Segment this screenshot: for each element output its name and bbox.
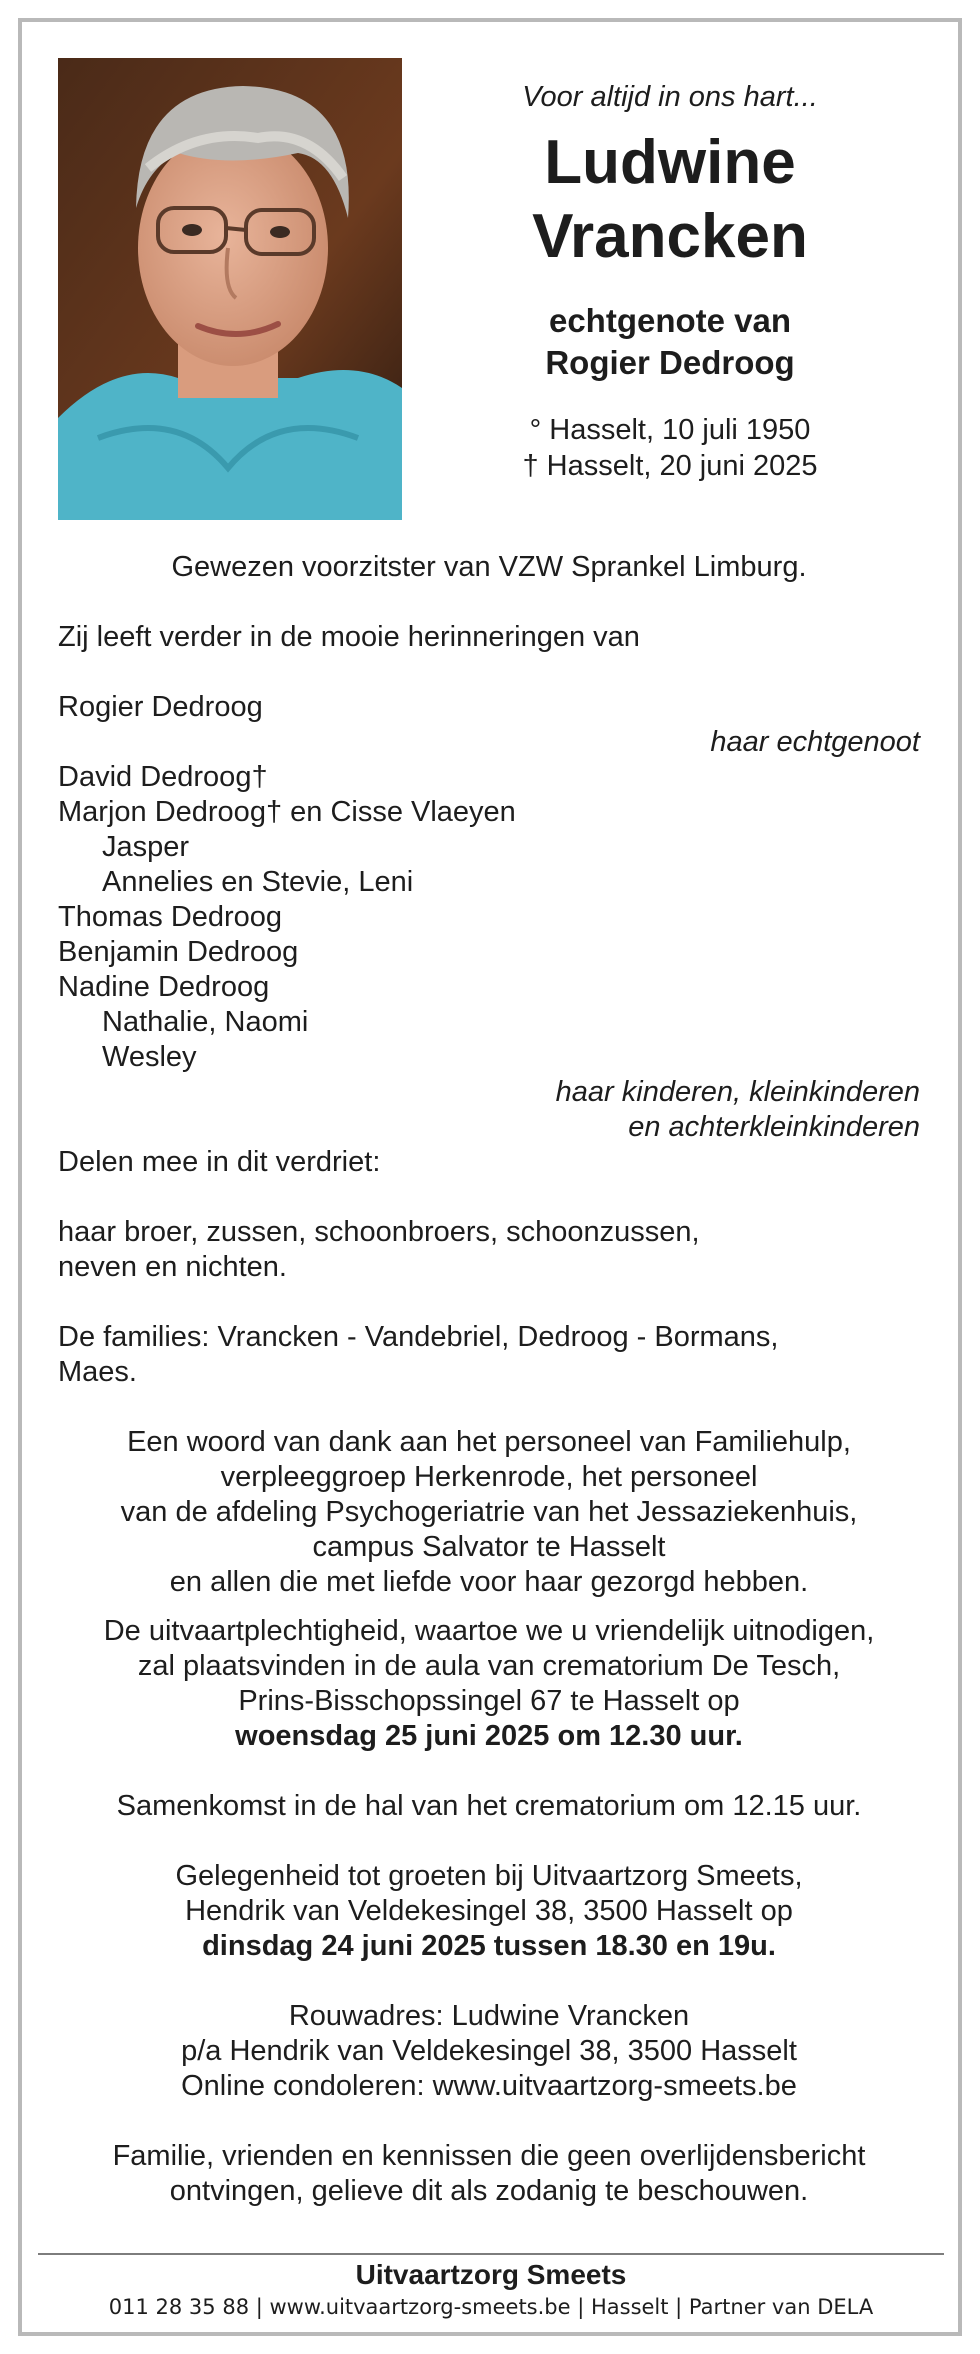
visit-line: Gelegenheid tot groeten bij Uitvaartzorg Smeets,: [175, 1860, 803, 1892]
thanks-line: verpleeggroep Herkenrode, het personeel: [220, 1461, 758, 1493]
obituary-body: [58, 550, 920, 2209]
share-intro: Delen mee in dit verdriet:: [58, 1146, 381, 1178]
families-line: Maes.: [58, 1356, 137, 1388]
last-name: Vrancken: [532, 202, 808, 271]
funeral-line: Prins-Bisschopssingel 67 te Hasselt op: [238, 1685, 740, 1717]
notice-line: ontvingen, gelieve dit als zodanig te beschouwen.: [169, 2175, 809, 2207]
families-line: De families: Vrancken - Vandebriel, Dedroog - Bormans,: [58, 1321, 779, 1353]
thanks-section: [58, 1425, 920, 1600]
family-member: Nadine Dedroog: [58, 971, 270, 1003]
siblings-line: neven en nichten.: [58, 1251, 287, 1283]
former-role: Gewezen voorzitster van VZW Sprankel Limburg.: [171, 551, 807, 583]
portrait-illustration: [58, 58, 402, 520]
family-member: Thomas Dedroog: [58, 901, 283, 933]
visit-section: [58, 1859, 920, 1964]
notice-line: Familie, vrienden en kennissen die geen overlijdensbericht: [112, 2140, 866, 2172]
children-role-line1: haar kinderen, kleinkinderen: [555, 1076, 920, 1108]
family-member: Benjamin Dedroog: [58, 936, 299, 968]
children-role-line2: en achterkleinkinderen: [628, 1111, 920, 1143]
deceased-name: [420, 126, 920, 274]
obituary-header: [420, 80, 920, 484]
thanks-line: van de afdeling Psychogeriatrie van het Jessaziekenhuis,: [120, 1496, 858, 1528]
spouse-info: [420, 300, 920, 384]
thanks-line: campus Salvator te Hasselt: [312, 1531, 666, 1563]
footer-divider: [38, 2253, 944, 2255]
funeral-home-contact: 011 28 35 88 | www.uitvaartzorg-smeets.be | Hasselt | Partner van DELA: [108, 2295, 874, 2319]
first-name: Ludwine: [544, 128, 796, 197]
funeral-home-name: Uitvaartzorg Smeets: [355, 2259, 627, 2290]
notice-section: [58, 2139, 920, 2209]
visit-date: [58, 1929, 920, 1964]
address-line: Rouwadres: Ludwine Vrancken: [288, 2000, 690, 2032]
portrait-photo: [58, 58, 402, 520]
family-member: Nathalie, Naomi: [102, 1006, 309, 1038]
husband-role: haar echtgenoot: [710, 726, 920, 758]
husband-name: Rogier Dedroog: [58, 691, 263, 723]
gathering-info: Samenkomst in de hal van het crematorium om 12.15 uur.: [116, 1790, 862, 1822]
funeral-line: De uitvaartplechtigheid, waartoe we u vriendelijk uitnodigen,: [103, 1615, 875, 1647]
visit-date-text: dinsdag 24 juni 2025 tussen 18.30 en 19u.: [202, 1930, 776, 1962]
family-member: Jasper: [102, 831, 190, 863]
funeral-line: zal plaatsvinden in de aula van crematorium De Tesch,: [137, 1650, 841, 1682]
address-section: [58, 1999, 920, 2104]
family-member: David Dedroog†: [58, 761, 268, 793]
siblings-line: haar broer, zussen, schoonbroers, schoonzussen,: [58, 1216, 700, 1248]
spouse-label: echtgenote van: [548, 302, 792, 339]
spouse-name: Rogier Dedroog: [545, 344, 795, 381]
condolence-link[interactable]: Online condoleren: www.uitvaartzorg-smeets.be: [181, 2070, 797, 2102]
remembrance-intro: Zij leeft verder in de mooie herinneringen van: [58, 621, 640, 653]
visit-line: Hendrik van Veldekesingel 38, 3500 Hasselt op: [185, 1895, 793, 1927]
funeral-section: [58, 1614, 920, 1754]
life-dates: [420, 412, 920, 484]
thanks-line: en allen die met liefde voor haar gezorgd hebben.: [169, 1566, 809, 1598]
family-member: Annelies en Stevie, Leni: [102, 866, 414, 898]
birth-date: ° Hasselt, 10 juli 1950: [529, 414, 811, 446]
funeral-date-text: woensdag 25 juni 2025 om 12.30 uur.: [235, 1720, 743, 1752]
family-member: Wesley: [102, 1041, 197, 1073]
thanks-line: Een woord van dank aan het personeel van Familiehulp,: [127, 1426, 851, 1458]
address-line: p/a Hendrik van Veldekesingel 38, 3500 Hasselt: [181, 2035, 797, 2067]
tagline: Voor altijd in ons hart...: [522, 81, 818, 113]
family-list: [58, 760, 920, 1075]
funeral-date: [58, 1719, 920, 1754]
family-member: Marjon Dedroog† en Cisse Vlaeyen: [58, 796, 516, 828]
death-date: † Hasselt, 20 juni 2025: [522, 450, 818, 482]
footer: [38, 2258, 944, 2322]
